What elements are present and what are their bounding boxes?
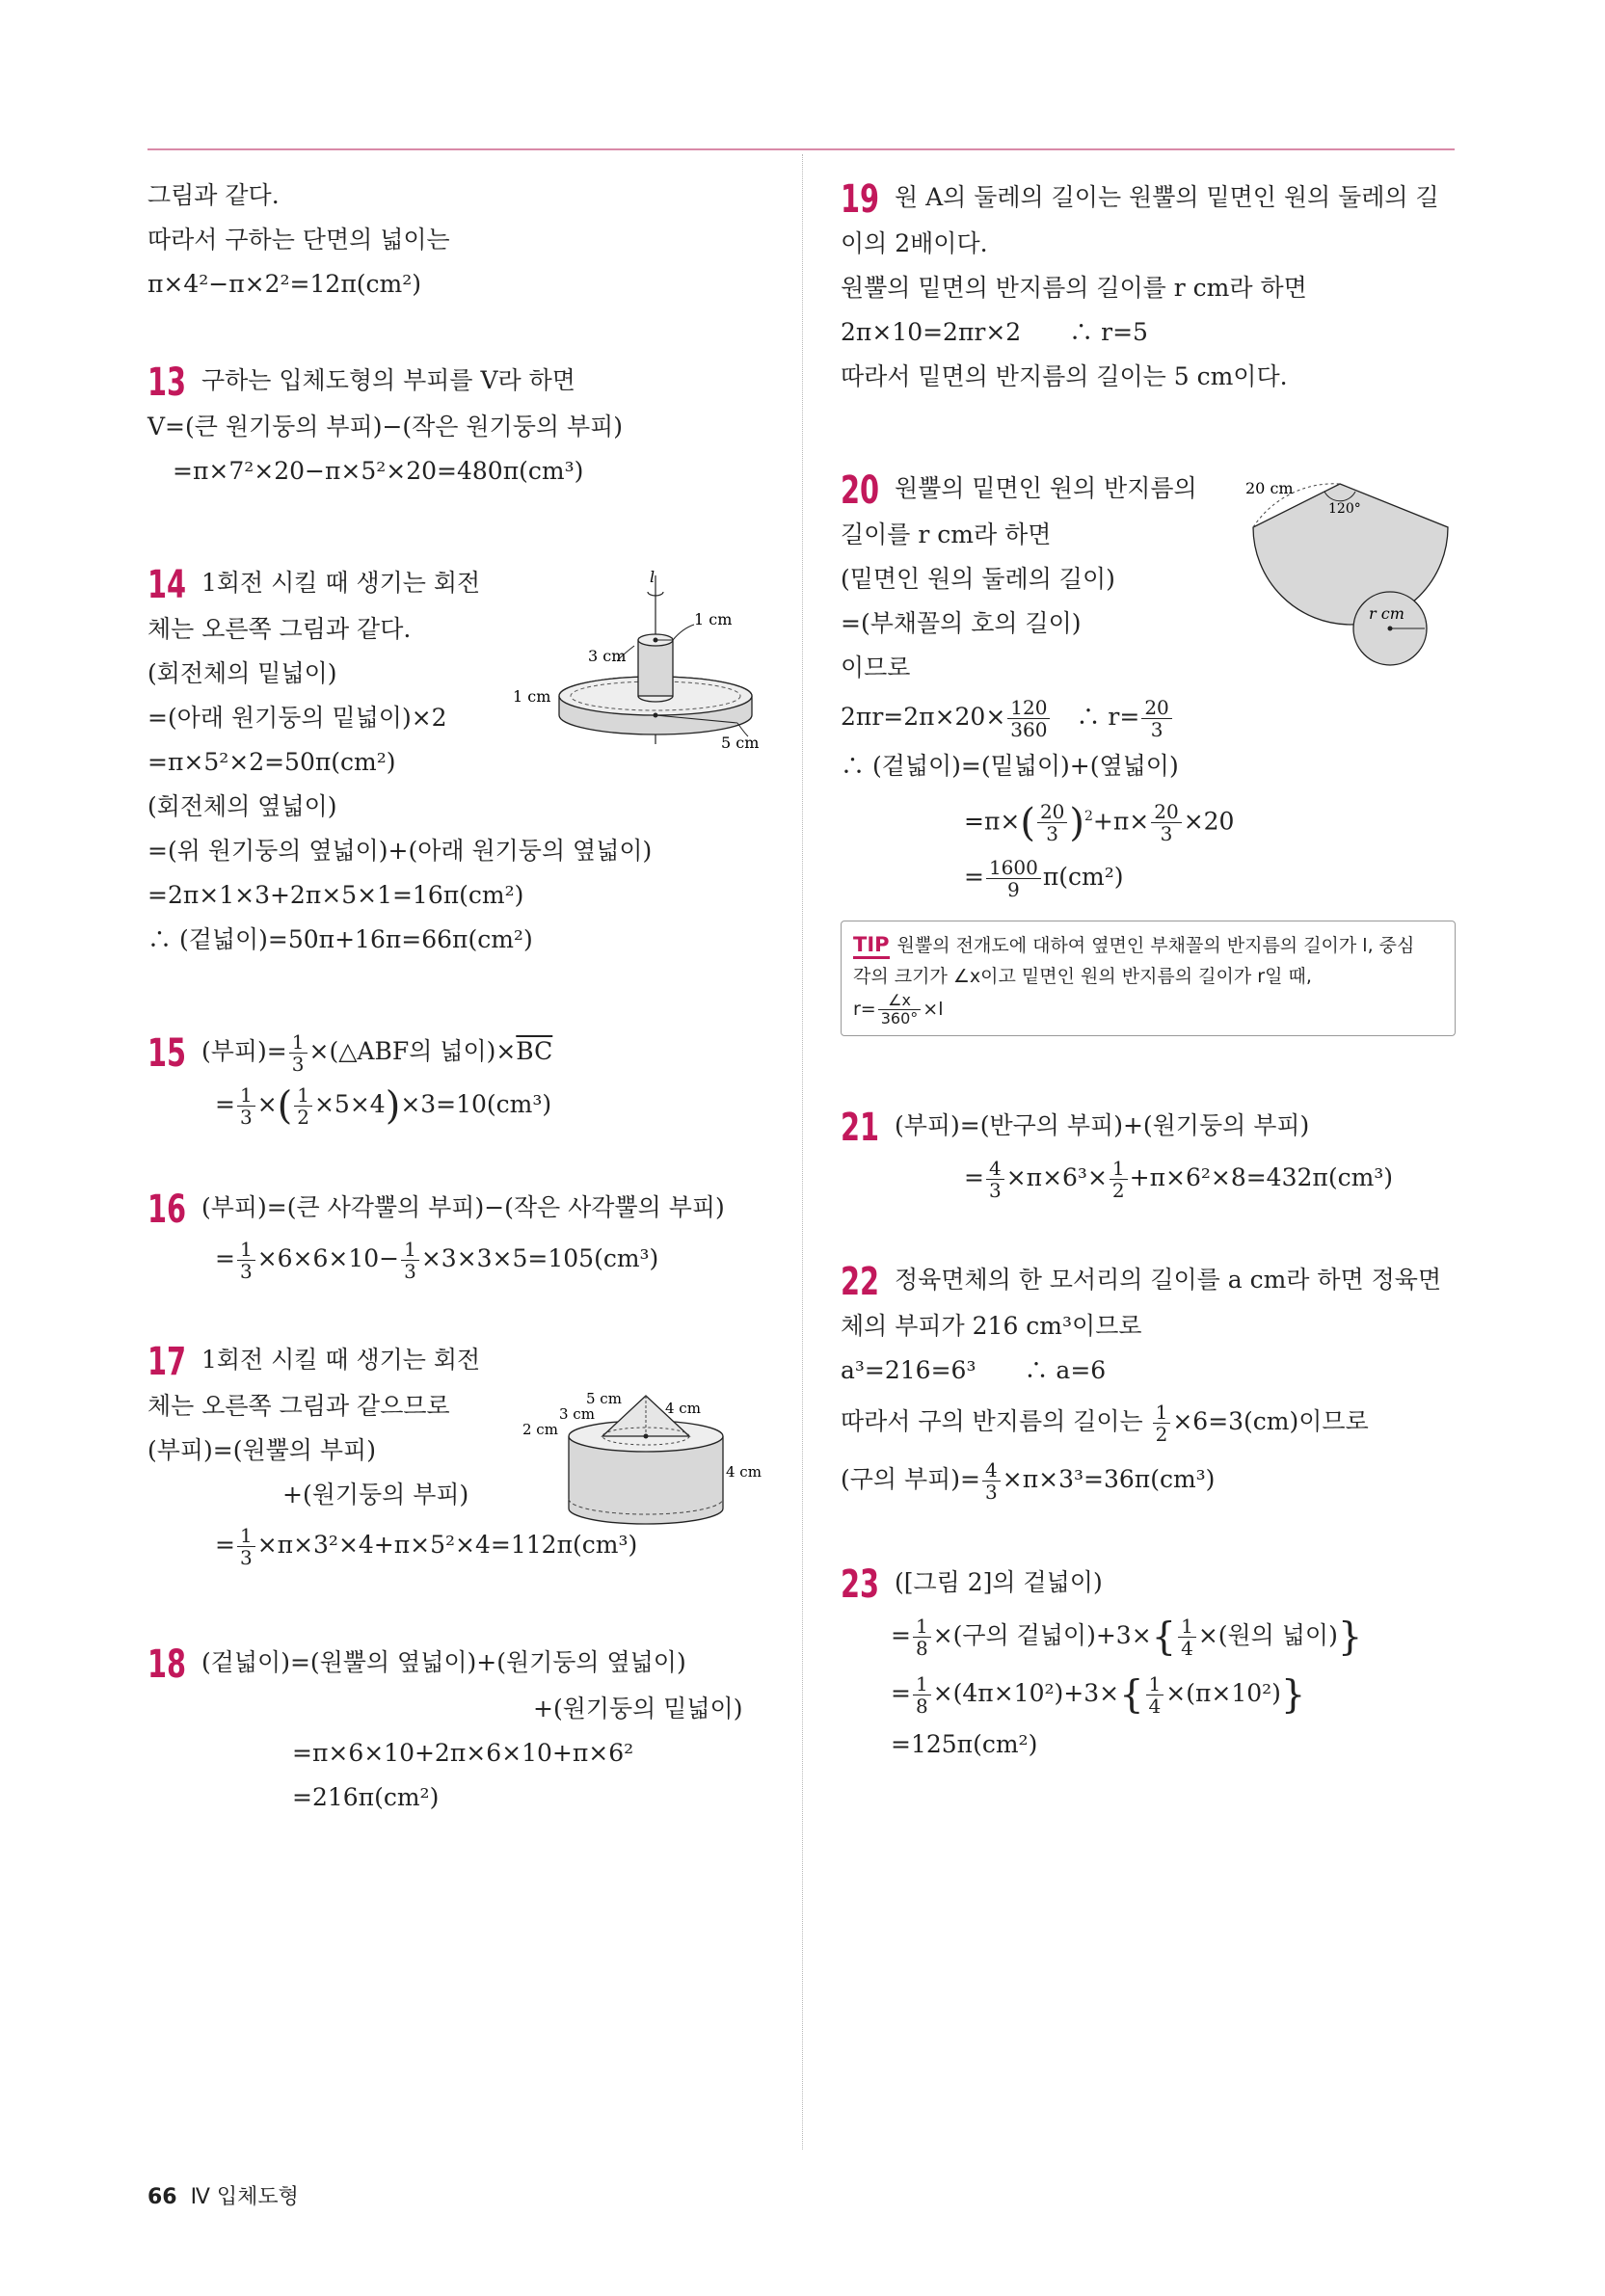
text-line: 그림과 같다. [147, 181, 280, 209]
text-line: π×4²−π×2²=12π(cm²) [147, 270, 421, 298]
svg-text:120°: 120° [1328, 501, 1361, 517]
formula-line: 2πr=2π×20× $\frac{120}{360}$ ∴ r= $\frac{20}{3}$ [841, 690, 1458, 744]
text-line: =216π(cm²) [292, 1783, 440, 1811]
text-line: 1회전 시킬 때 생기는 회전 [201, 1346, 481, 1374]
fraction: $\frac{\angle x}{360^\circ}$ [878, 992, 922, 1028]
fraction: $\frac{1600}{9}$ [986, 857, 1041, 900]
problem-number: 23 [841, 1562, 880, 1607]
formula-part: ×(△ABF의 넓이)× [308, 1037, 517, 1065]
fraction: $\frac{1}{4}$ [1178, 1615, 1196, 1659]
formula-line: (구의 부피)= $\frac{4}{3}$ ×π×3³=36π(cm³) [841, 1458, 1216, 1505]
figure-14-solid [511, 571, 771, 754]
formula-line: = $\frac{1}{8}$ ×(구의 겉넓이)+3×{ $\frac{1}{4}$ ×(원의 넓이)} [891, 1615, 1363, 1661]
fraction: $\frac{4}{3}$ [982, 1459, 1001, 1503]
svg-text:l: l [650, 571, 655, 586]
tip-text: 원뿔의 전개도에 대하여 옆면인 부채꼴의 반지름의 길이가 l, 중심 [896, 935, 1415, 957]
problem-number: 20 [841, 467, 880, 513]
text-line: 길이를 r cm라 하면 [841, 521, 1052, 548]
formula-line: = $\frac{1}{8}$ ×(4π×10²)+3×{ $\frac{1}{4}$ ×(π×10²)} [891, 1672, 1306, 1719]
fraction: $\frac{20}{3}$ [1037, 801, 1067, 844]
problem-number: 13 [147, 360, 187, 405]
problem-number: 21 [841, 1105, 880, 1150]
tip-box [841, 921, 1456, 1036]
fraction: $\frac{1}{3}$ [237, 1525, 255, 1568]
text-line: =125π(cm²) [891, 1730, 1038, 1759]
formula-line: = $\frac{1}{3}$ ×( $\frac{1}{2}$ ×5×4)×3=10(cm³) [215, 1083, 552, 1129]
text-line: ∴ (겉넓이)=(밑넓이)+(옆넓이) [841, 752, 1179, 780]
text-line: 1회전 시킬 때 생기는 회전 [201, 569, 481, 597]
text-line: +(원기둥의 밑넓이) [533, 1695, 743, 1722]
svg-text:20 cm: 20 cm [1245, 479, 1294, 497]
problem-number: 15 [147, 1030, 187, 1076]
page-number: 66 [147, 2185, 177, 2209]
fraction: $\frac{1}{3}$ [237, 1084, 255, 1128]
fraction: $\frac{1}{8}$ [913, 1615, 931, 1659]
problem-23 [841, 1559, 1458, 1607]
tip-formula: r= $\frac{\angle x}{360^\circ}$ ×l [853, 991, 944, 1028]
text-line: V=(큰 원기둥의 부피)−(작은 원기둥의 부피) [147, 413, 624, 441]
text-line: a³=216=6³ ∴ a=6 [841, 1356, 1107, 1385]
text-line: 원 A의 둘레의 길이는 원뿔의 밑면인 원의 둘레의 길 [895, 183, 1439, 211]
problem-number: 14 [147, 562, 187, 607]
text-line: (부피)=(반구의 부피)+(원기둥의 부피) [895, 1111, 1310, 1140]
problem-number: 19 [841, 176, 880, 222]
fraction: $\frac{1}{4}$ [1146, 1673, 1164, 1717]
svg-text:3 cm: 3 cm [588, 647, 627, 665]
svg-text:2 cm: 2 cm [522, 1421, 558, 1438]
problem-number: 18 [147, 1642, 187, 1687]
problem-22 [841, 1256, 1458, 1304]
text-line: 정육면체의 한 모서리의 길이를 a cm라 하면 정육면 [895, 1266, 1442, 1295]
figure-17-solid [521, 1388, 771, 1533]
text-line: 이의 2배이다. [841, 229, 988, 257]
column-divider [802, 154, 803, 2149]
text-line: =(아래 원기둥의 밑넓이)×2 [147, 704, 447, 732]
problem-number: 16 [147, 1187, 187, 1232]
problem-15 [147, 1028, 784, 1076]
svg-text:5 cm: 5 cm [586, 1390, 622, 1407]
svg-text:1 cm: 1 cm [513, 687, 551, 706]
left-column [147, 174, 784, 1820]
fraction: $\frac{1}{3}$ [237, 1239, 255, 1282]
tip-text: 각의 크기가 ∠x이고 밑면인 원의 반지름의 길이가 r일 때, [853, 966, 1312, 988]
text-line: ([그림 2]의 겉넓이) [895, 1568, 1103, 1597]
text-line: +(원기둥의 부피) [282, 1481, 469, 1508]
text-line: 체는 오른쪽 그림과 같으므로 [147, 1392, 450, 1420]
formula-line: 따라서 구의 반지름의 길이는 $\frac{1}{2}$ ×6=3(cm)이므로 [841, 1401, 1369, 1447]
text-line: =π×5²×2=50π(cm²) [147, 748, 396, 776]
text-line: =π×6×10+2π×6×10+π×6² [292, 1739, 634, 1767]
formula-line: = $\frac{1}{3}$ ×π×3²×4+π×5²×4=112π(cm³) [215, 1524, 638, 1569]
problem-17 [147, 1336, 784, 1384]
text-line: 체의 부피가 216 cm³이므로 [841, 1312, 1142, 1341]
fraction: $\frac{1}{2}$ [1110, 1158, 1128, 1201]
text-line: (밑면인 원의 둘레의 길이) [841, 565, 1115, 593]
text-line: =(위 원기둥의 옆넓이)+(아래 원기둥의 옆넓이) [147, 837, 653, 865]
formula-line: = $\frac{1}{3}$ ×6×6×10− $\frac{1}{3}$ ×3×3×5=105(cm³) [215, 1238, 659, 1283]
fraction: $\frac{1}{2}$ [1153, 1402, 1171, 1445]
text-line: (겉넓이)=(원뿔의 옆넓이)+(원기둥의 옆넓이) [201, 1648, 686, 1676]
text-line: 구하는 입체도형의 부피를 V라 하면 [201, 366, 575, 394]
fraction: $\frac{4}{3}$ [986, 1158, 1004, 1201]
fraction: $\frac{20}{3}$ [1151, 801, 1181, 844]
text-line: (회전체의 옆넓이) [147, 792, 337, 820]
formula-line: = $\frac{4}{3}$ ×π×6³× $\frac{1}{2}$ +π×6²×8=432π(cm³) [964, 1157, 1394, 1203]
svg-text:5 cm: 5 cm [721, 734, 760, 752]
text-line: (회전체의 밑넓이) [147, 659, 337, 687]
problem-16 [147, 1184, 784, 1232]
text-line: =2π×1×3+2π×5×1=16π(cm²) [147, 881, 524, 909]
text-line: ∴ (겉넓이)=50π+16π=66π(cm²) [147, 925, 533, 953]
problem-number: 22 [841, 1259, 880, 1304]
text-line: (부피)=(원뿔의 부피) [147, 1436, 376, 1464]
text-line: 따라서 밑면의 반지름의 길이는 5 cm이다. [841, 362, 1288, 390]
text-line: =π×7²×20−π×5²×20=480π(cm³) [173, 457, 584, 485]
svg-text:1 cm: 1 cm [694, 610, 733, 628]
fraction: $\frac{20}{3}$ [1141, 697, 1171, 740]
top-rule [147, 148, 1455, 150]
formula-line: =π×( $\frac{20}{3}$ )$^2$+π× $\frac{20}{3}$ ×20 [964, 800, 1235, 846]
tip-label: TIP [853, 933, 890, 959]
text-line: =(부채꼴의 호의 길이) [841, 609, 1082, 637]
formula-part: (부피)= [201, 1037, 287, 1065]
text-line: 원뿔의 밑면인 원의 반지름의 [895, 474, 1197, 502]
fraction: $\frac{1}{3}$ [401, 1239, 419, 1282]
fraction: $\frac{1}{3}$ [289, 1031, 308, 1075]
problem-13 [147, 357, 784, 405]
fraction: $\frac{120}{360}$ [1007, 697, 1050, 740]
problem-19 [841, 174, 1458, 222]
text-line: 이므로 [841, 654, 911, 681]
text-line: 원뿔의 밑면의 반지름의 길이를 r cm라 하면 [841, 274, 1307, 302]
problem-number: 17 [147, 1339, 187, 1384]
svg-text:4 cm: 4 cm [726, 1463, 762, 1481]
svg-text:r cm: r cm [1369, 604, 1404, 623]
svg-text:3 cm: 3 cm [559, 1405, 595, 1423]
fraction: $\frac{1}{8}$ [913, 1673, 931, 1717]
figure-20-net [1244, 474, 1456, 677]
segment-bc: $\overline{BC}$ [516, 1037, 553, 1065]
problem-18 [147, 1639, 784, 1687]
page-footer [147, 2180, 299, 2210]
text-line: 2π×10=2πr×2 ∴ r=5 [841, 318, 1148, 346]
right-column [841, 174, 1458, 1767]
formula-line: = $\frac{1600}{9}$ π(cm²) [964, 856, 1124, 902]
text-line: 체는 오른쪽 그림과 같다. [147, 615, 412, 643]
text-line: (부피)=(큰 사각뿔의 부피)−(작은 사각뿔의 부피) [201, 1193, 725, 1221]
svg-text:4 cm: 4 cm [665, 1400, 701, 1417]
fraction: $\frac{1}{2}$ [294, 1084, 312, 1128]
chapter-title: Ⅳ 입체도형 [190, 2185, 299, 2209]
text-line: 따라서 구하는 단면의 넓이는 [147, 226, 450, 254]
problem-21 [841, 1102, 1458, 1150]
